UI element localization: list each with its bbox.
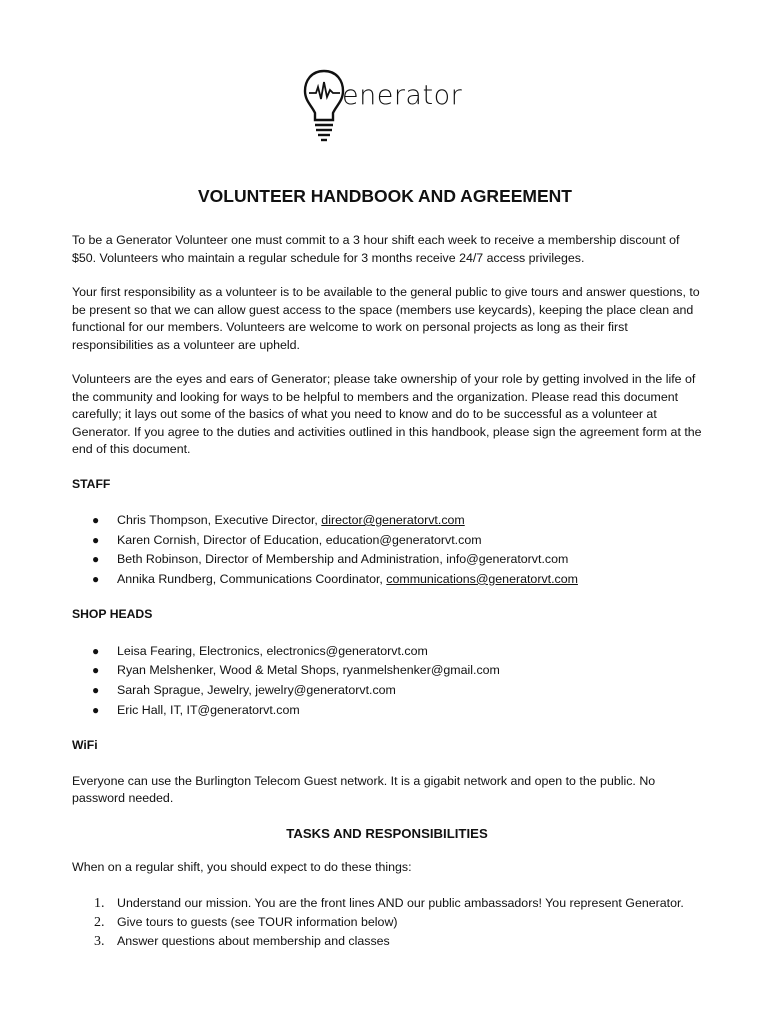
email-link[interactable]: director@generatorvt.com — [321, 513, 465, 527]
generator-logo — [300, 68, 470, 144]
shop-heads-heading: SHOP HEADS — [72, 607, 153, 622]
wifi-heading: WiFi — [72, 738, 98, 753]
list-item: ● Ryan Melshenker, Wood & Metal Shops, ryanmelshenker@gmail.com — [72, 661, 702, 681]
email-link[interactable]: communications@generatorvt.com — [386, 571, 578, 586]
email-text: info@generatorvt.com — [446, 552, 569, 567]
list-item: ● Chris Thompson, Executive Director, director@generatorvt.com — [72, 511, 702, 531]
intro-paragraph: To be a Generator Volunteer one must commit to a 3 hour shift each week to receive a membership discount of $50. Volunteers who maintain a regular schedule for 3 months receive 24/7 access privileges. — [72, 233, 680, 265]
staff-list — [72, 511, 702, 589]
list-item: 3. Answer questions about membership and classes — [94, 933, 390, 949]
bullet-icon: ● — [92, 571, 100, 586]
list-item: 2. Give tours to guests (see TOUR information below) — [94, 914, 398, 930]
logo-wordmark: enerator — [342, 80, 463, 111]
tasks-heading: TASKS AND RESPONSIBILITIES — [286, 825, 488, 841]
wifi-paragraph: Everyone can use the Burlington Telecom Guest network. It is a gigabit network and open to the public. No password needed. — [72, 773, 656, 806]
bullet-icon: ● — [92, 532, 100, 547]
bullet-icon: ● — [92, 552, 100, 567]
bullet-icon: ● — [92, 643, 100, 658]
bullet-icon: ● — [92, 663, 100, 678]
email-text: education@generatorvt.com — [325, 532, 482, 547]
lightbulb-icon — [300, 68, 348, 144]
document-body — [72, 232, 702, 951]
shop-heads-list — [72, 642, 702, 720]
bullet-icon: ● — [92, 702, 100, 717]
tasks-list — [72, 894, 702, 951]
list-item: ● Annika Rundberg, Communications Coordinator, communications@generatorvt.com — [72, 570, 702, 590]
community-paragraph: Volunteers are the eyes and ears of Generator; please take ownership of your role by getting involved in the life of the community and looking for ways to be helpful to members and the organization. Please read this document carefully; it lays out some of the basics of what you need to know and do to be successful as a volunteer at Generator. If you agree to the duties and activities outlined in this handbook, please sign the agreement form at the end of this document. — [72, 372, 702, 456]
list-item: ● Eric Hall, IT, IT@generatorvt.com — [72, 701, 702, 721]
list-item: ● Beth Robinson, Director of Membership and Administration, info@generatorvt.com — [72, 550, 702, 570]
staff-heading: STAFF — [72, 476, 111, 491]
list-item: ● Karen Cornish, Director of Education, education@generatorvt.com — [72, 531, 702, 551]
list-item: ● Sarah Sprague, Jewelry, jewelry@generatorvt.com — [72, 681, 702, 701]
list-item: 1. Understand our mission. You are the front lines AND our public ambassadors! You represent Generator. — [94, 895, 684, 911]
item-number: 3. — [94, 933, 105, 949]
item-number: 2. — [94, 914, 105, 930]
item-number: 1. — [94, 895, 105, 911]
bullet-icon: ● — [92, 513, 100, 527]
tasks-intro: When on a regular shift, you should expect to do these things: — [72, 860, 412, 875]
responsibility-paragraph: Your first responsibility as a volunteer is to be available to the general public to give tours and answer questions, to be present so that we can allow guest access to the space (members use keycards), keeping the place clean and functional for our members. Volunteers are welcome to work on personal projects as long as their first responsibilities as a volunteer are upheld. — [72, 285, 700, 352]
bullet-icon: ● — [92, 683, 100, 698]
list-item: ● Leisa Fearing, Electronics, electronics@generatorvt.com — [72, 642, 702, 662]
document-title: VOLUNTEER HANDBOOK AND AGREEMENT — [198, 186, 572, 206]
